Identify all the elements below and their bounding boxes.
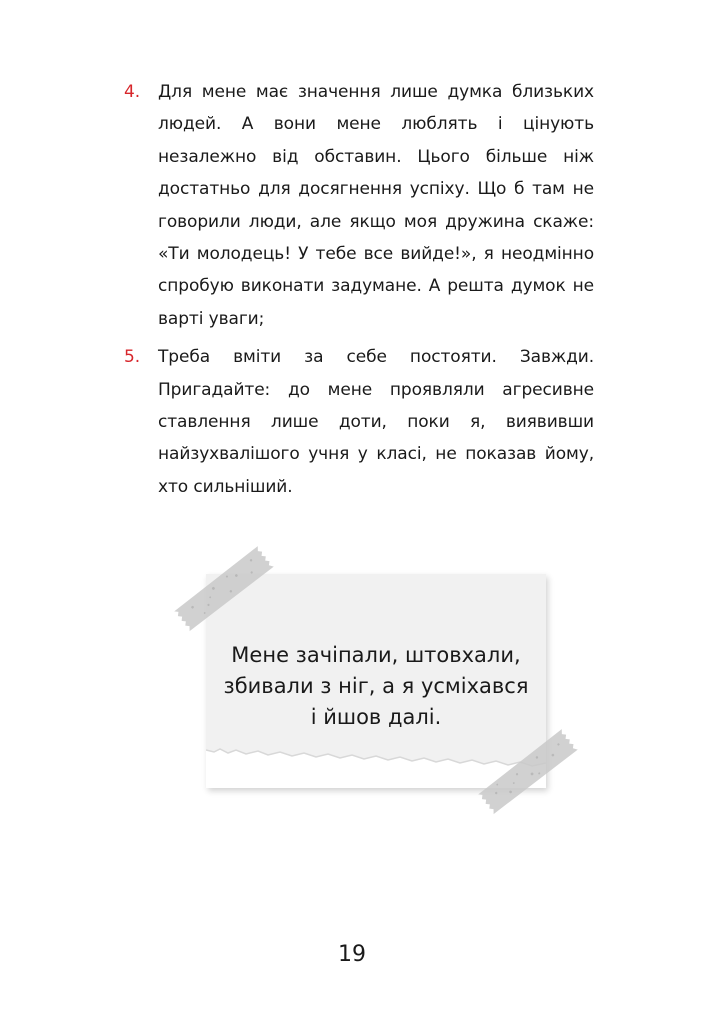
list-item-number: 4. (124, 82, 141, 102)
numbered-list (124, 76, 594, 509)
list-item (124, 76, 594, 335)
note-line: Мене зачіпали, штовхали, (231, 643, 521, 667)
list-item (124, 341, 594, 503)
note-line: збивали з ніг, а я усміхався (223, 674, 529, 698)
note-quote-text (216, 640, 536, 733)
list-item-text: Треба вміти за себе постояти. Завжди. Пригадайте: до мене проявляли агресивне ставлення лише доти, поки я, виявивши найзухвалішого учня у класі, не показав йому, хто сильніший. (158, 347, 594, 497)
quote-note (206, 574, 546, 788)
page-number: 19 (338, 942, 366, 967)
list-item-number: 5. (124, 347, 141, 368)
note-line: і йшов далі. (310, 705, 442, 729)
list-item-text: Для мене має значення лише думка близьких людей. А вони мене люблять і цінують незалежно від обставин. Цього більше ніж достатньо для досягнення успіху. Що б там не говорили люди, але якщо моя дружина скаже: «Ти молодець! У тебе все вийде!», я неодмінно спробую виконати задумане. А решта думок не варті уваги; (158, 82, 594, 329)
